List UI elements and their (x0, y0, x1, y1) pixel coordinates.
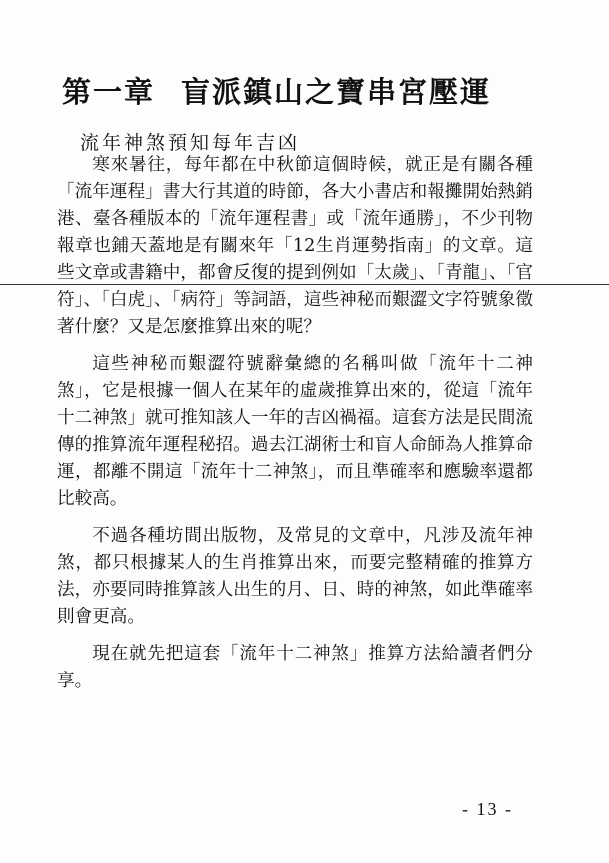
section-heading: 流年神煞預知每年吉凶 (80, 132, 301, 154)
paragraph-2: 這些神秘而艱澀符號辭彙總的名稱叫做「流年十二神煞」，它是根據一個人在某年的虛歲推算出來的，從這「流年十二神煞」就可推知該人一年的吉凶禍福。這套方法是民間流傳的推算流年運程秘招。過去江湖術士和盲人命師為人推算命運，都離不開這「流年十二神煞」，而且準確率和應驗率還都比較高。 (57, 354, 533, 509)
chapter-number: 第一章 (62, 75, 156, 109)
paragraph-1: 寒來暑往，每年都在中秋節這個時候，就正是有關各種「流年運程」書大行其道的時節，各大小書店和報攤開始熱銷港、臺各種版本的「流年運程書」或「流年通勝」，不少刊物報章也鋪天蓋地是有關來年「12生肖運勢指南」的文章。這些文章或書籍中，都會反復的提到例如「太歲」、「青龍」、「官符」、「白虎」、「病符」等詞語，這些神秘而艱澀文字符號象徵著什麼？又是怎麼推算出來的呢？ (57, 155, 533, 337)
chapter-name: 盲派鎮山之寶串宮壓運 (181, 75, 492, 109)
paragraph-3: 不過各種坊間出版物，及常見的文章中，凡涉及流年神煞，都只根據某人的生肖推算出來，而要完整精確的推算方法，亦要同時推算該人出生的月、日、時的神煞，如此準確率則會更高。 (57, 526, 533, 627)
chapter-title (62, 70, 522, 111)
body-text (57, 152, 533, 695)
page-number: - 13 - (462, 799, 513, 819)
paragraph-4: 現在就先把這套「流年十二神煞」推算方法給讀者們分享。 (57, 644, 533, 691)
